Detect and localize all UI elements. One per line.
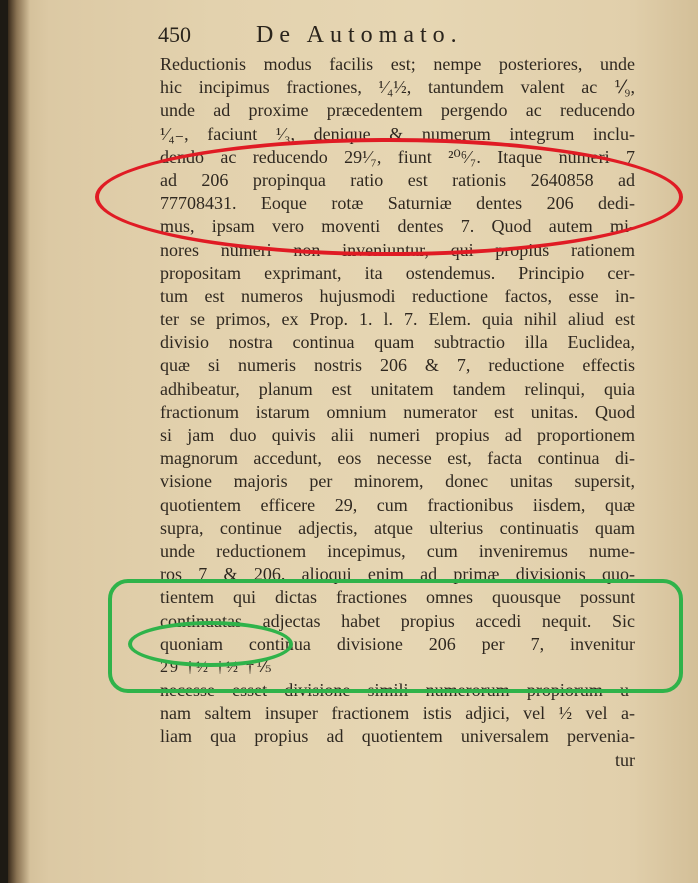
text-line: tur	[615, 749, 635, 770]
text-line: quæ si numeris nostris 206 & 7, reductione effectis	[160, 355, 635, 376]
continued-fraction-line: 29 †½ †½ †⅕	[160, 658, 274, 676]
text-line: 77708431. Eoque rotæ Saturniæ dentes 206 dedi-	[160, 193, 635, 214]
text-line: quoniam continua divisione 206 per 7, invenitur	[160, 633, 635, 654]
text-line: nores numeri non inveniuntur, qui propius rationem	[160, 239, 635, 260]
text-line: unde reductionem incepimus, cum inveniremus nume-	[160, 540, 635, 561]
text-line: adhibeatur, planum est unitatem tandem relinqui, quia	[160, 378, 635, 399]
text-line: nam saltem insuper fractionem istis adjici, vel ½ vel a-	[160, 703, 635, 724]
text-line: ad 206 propinqua ratio est rationis 2640858 ad	[160, 169, 635, 190]
text-line: propositam exprimant, ita ostendemus. Principio cer-	[160, 262, 635, 283]
text-line: dendo ac reducendo 29¹⁄₇, fiunt ²⁰⁶⁄₇. Itaque numeri 7	[160, 146, 635, 167]
page-header	[158, 22, 638, 52]
text-line: tientem qui dictas fractiones omnes quousque possunt	[160, 587, 635, 608]
text-line: liam qua propius ad quotientem universalem pervenia-	[160, 726, 635, 747]
text-line: Reductionis modus facilis est; nempe posteriores, unde	[160, 54, 635, 74]
text-line: unde ad proxime præcedentem pergendo ac reducendo	[160, 100, 635, 121]
text-line: mus, ipsam vero moventi dentes 7. Quod autem mi-	[160, 216, 635, 237]
text-line: necesse esset divisione simili numerorum propiorum u-	[160, 680, 635, 701]
text-line: magnorum accedunt, eos necesse est, facta continua di-	[160, 448, 635, 469]
page-number: 450	[158, 22, 191, 47]
text-line: supra, continue adjectis, atque ulterius continuatis quam	[160, 517, 635, 538]
text-line: visione majoris per minorem, donec unitas supersit,	[160, 471, 635, 492]
green-highlight-ellipse	[128, 621, 293, 667]
book-gutter	[8, 0, 30, 883]
text-line: tum est numeros hujusmodi reductione factos, esse in-	[160, 285, 635, 306]
text-line: continuatas adjectas habet propius accedi nequit. Sic	[160, 610, 635, 631]
text-line: quotientem efficere 29, cum fractionibus iisdem, quæ	[160, 494, 635, 515]
text-line: divisio nostra continua quam subtractio illa Euclidea,	[160, 332, 635, 353]
text-line: si jam duo quivis alii numeri propius ad proportionem	[160, 425, 635, 445]
red-highlight-ellipse	[95, 138, 683, 256]
text-line: ¹⁄₄₋, faciunt ¹⁄₃, denique & numerum integrum inclu-	[160, 123, 635, 144]
text-line: fractionum istarum omnium numerator est unitas. Quod	[160, 401, 635, 422]
text-line: ter se primos, ex Prop. 1. l. 7. Elem. quia nihil aliud est	[160, 309, 635, 330]
text-line: ros 7 & 206. alioqui enim ad primæ divisionis quo-	[160, 564, 635, 585]
running-title: De Automato.	[256, 22, 463, 48]
text-line: hic incipimus fractiones, ¹⁄₄½, tantundem valent ac ⅟₉,	[160, 77, 635, 98]
